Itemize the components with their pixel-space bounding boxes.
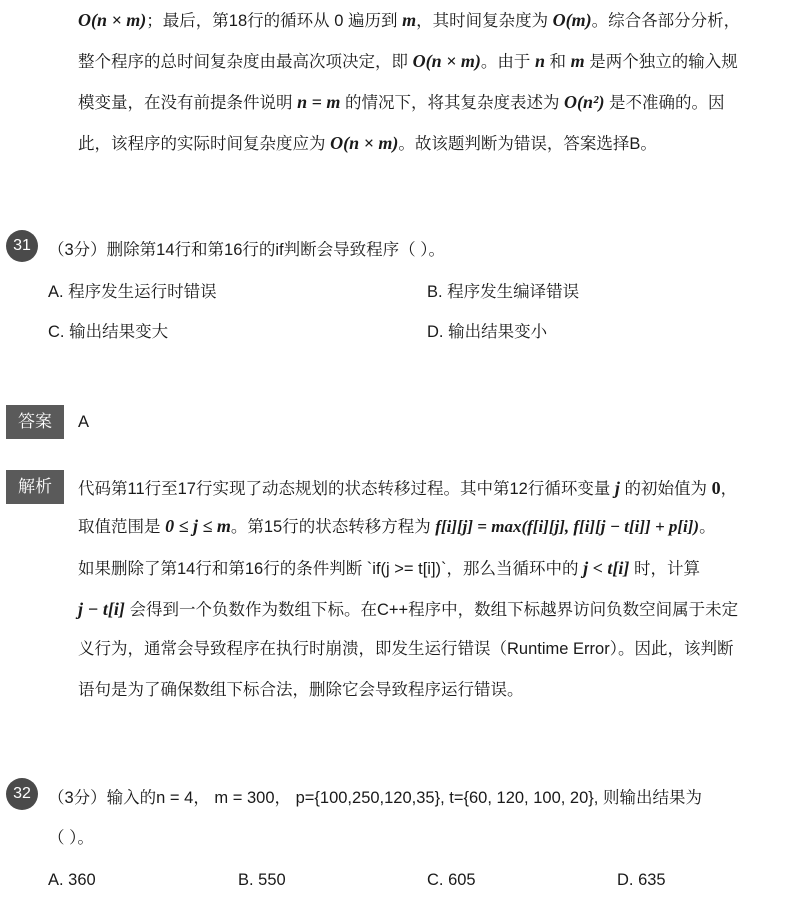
q31-option-b[interactable]: B. 程序发生编译错误	[427, 283, 580, 301]
q31-option-a[interactable]: A. 程序发生运行时错误	[48, 283, 217, 301]
question-number-badge: 31	[6, 230, 38, 262]
analysis-line-4: j − t[i] 会得到一个负数作为数组下标。在C++程序中，数组下标越界访问负数空间属于未定	[78, 599, 739, 619]
answer-tag: 答案	[6, 405, 64, 439]
question-32-stem: （3分）输入的n = 4， m = 300， p={100,250,120,35}, t={60, 120, 100, 20}, 则输出结果为	[48, 789, 702, 807]
q31-option-c[interactable]: C. 输出结果变大	[48, 323, 169, 341]
question-32-stem-cont: （ ）。	[48, 829, 94, 847]
question-number-badge: 32	[6, 778, 38, 810]
q32-option-a[interactable]: A. 360	[48, 871, 96, 889]
question-31-stem: （3分）删除第14行和第16行的if判断会导致程序（ ）。	[48, 241, 445, 259]
top-explanation-line-1: O(n × m)；最后，第18行的循环从 0 遍历到 m，其时间复杂度为 O(m)。综合各部分分析，	[78, 10, 741, 30]
top-explanation-line-4: 此，该程序的实际时间复杂度应为 O(n × m)。故该题判断为错误，答案选择B。	[78, 133, 657, 153]
analysis-line-3: 如果删除了第14行和第16行的条件判断 `if(j >= t[i])`，那么当循环中的 j < t[i] 时，计算	[78, 558, 700, 578]
q32-option-d[interactable]: D. 635	[617, 871, 666, 889]
q31-option-d[interactable]: D. 输出结果变小	[427, 323, 548, 341]
analysis-line-5: 义行为，通常会导致程序在执行时崩溃，即发生运行错误（Runtime Error）。因此，该判断	[78, 640, 734, 658]
analysis-line-1: 代码第11行至17行实现了动态规划的状态转移过程。其中第12行循环变量 j 的初始值为 0，	[78, 478, 738, 498]
q32-option-b[interactable]: B. 550	[238, 871, 286, 889]
analysis-tag: 解析	[6, 470, 64, 504]
answer-value: A	[78, 413, 90, 431]
q32-option-c[interactable]: C. 605	[427, 871, 476, 889]
analysis-line-6: 语句是为了确保数组下标合法，删除它会导致程序运行错误。	[78, 681, 524, 699]
top-explanation-line-3: 模变量，在没有前提条件说明 n = m 的情况下，将其复杂度表述为 O(n²) 是不准确的。因	[78, 92, 725, 112]
top-explanation-line-2: 整个程序的总时间复杂度由最高次项决定，即 O(n × m)。由于 n 和 m 是两个独立的输入规	[78, 51, 738, 71]
analysis-line-2: 取值范围是 0 ≤ j ≤ m。第15行的状态转移方程为 f[i][j] = max(f[i][j], f[i][j − t[i]] + p[i])。	[78, 516, 716, 536]
